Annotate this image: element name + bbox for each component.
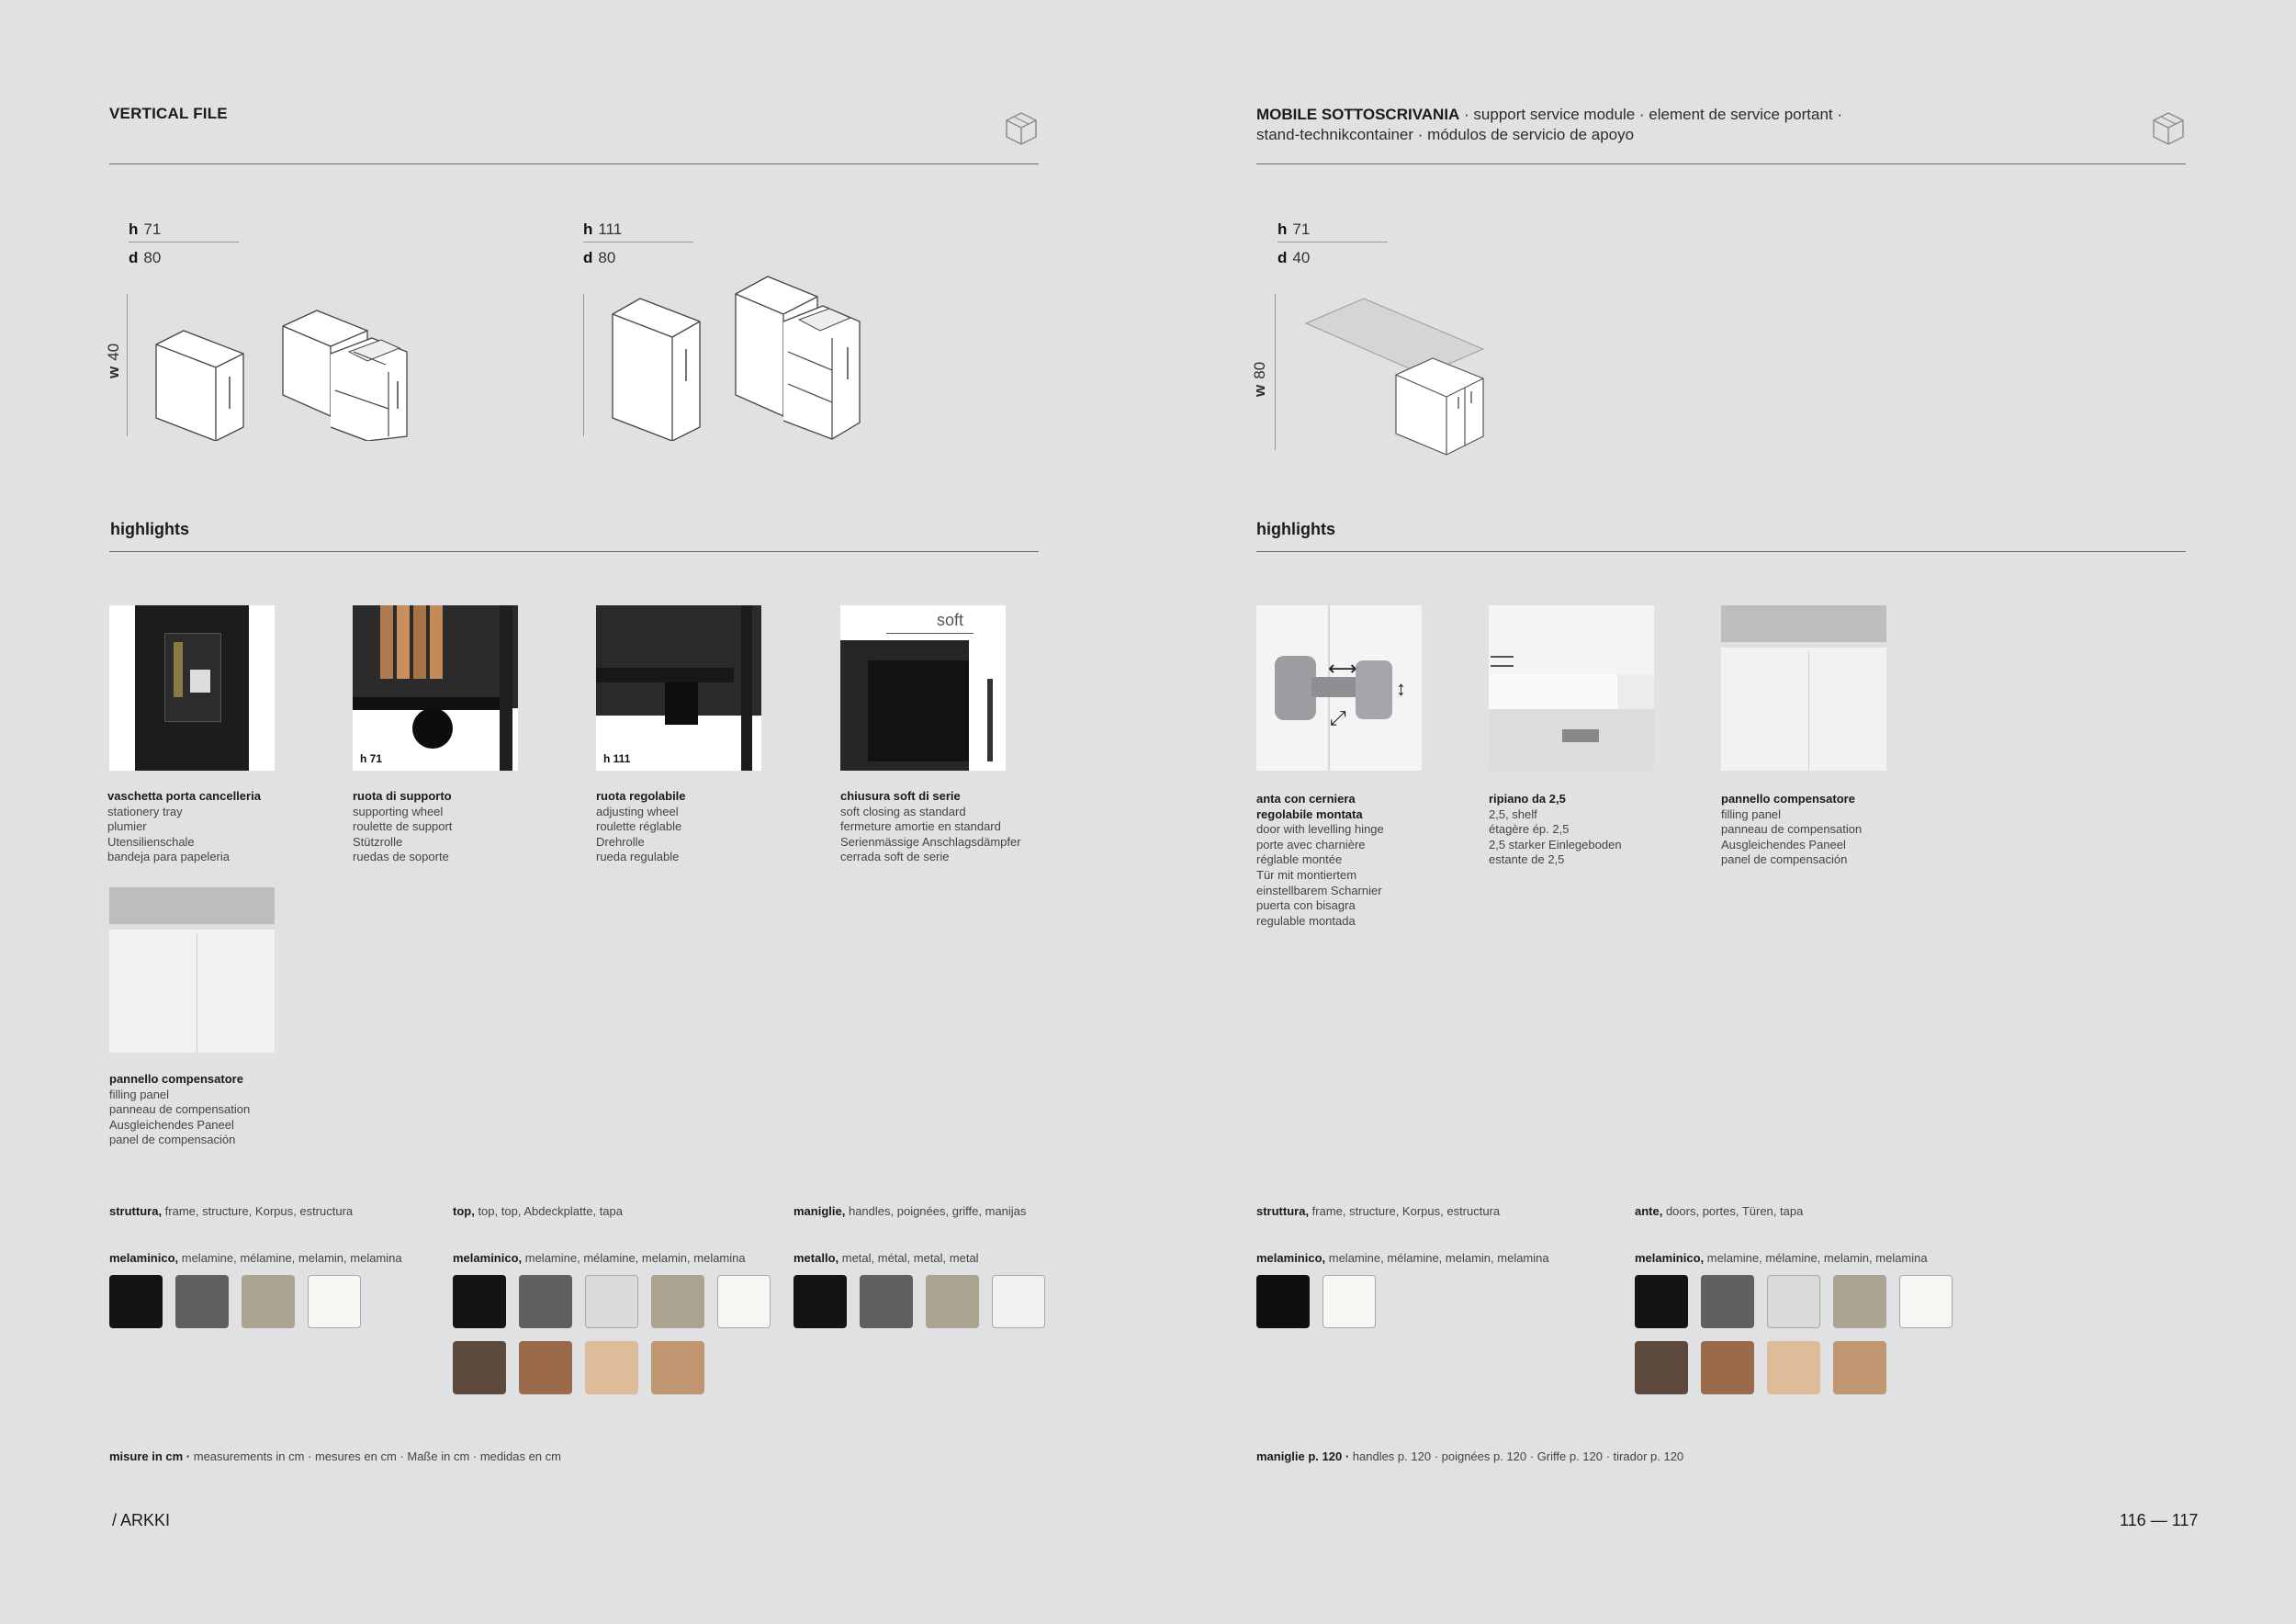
desk-service-drawing (1304, 294, 1488, 459)
color-swatch (109, 1275, 163, 1328)
material-subheading: melaminico, melamine, mélamine, melamin, melamina (1635, 1251, 1928, 1265)
material-subheading: melaminico, melamine, mélamine, melamin, melamina (109, 1251, 402, 1265)
left-dims-b-h: h 111 (583, 220, 623, 238)
color-swatch (585, 1275, 638, 1328)
cabinet-drawing-tall (608, 294, 709, 441)
material-heading-top: top, top, top, Abdeckplatte, tapa (453, 1204, 624, 1218)
right-width-line (1275, 294, 1276, 450)
highlight-image-soft-close (840, 605, 1006, 771)
material-subheading: melaminico, melamine, mélamine, melamin, melamina (453, 1251, 746, 1265)
left-width-line-a (127, 294, 128, 436)
left-page-title: VERTICAL FILE (109, 105, 228, 122)
handles-note: maniglie p. 120 · handles p. 120 · poignées p. 120 · Griffe p. 120 · tirador p. 120 (1256, 1449, 1684, 1463)
highlight-caption: vaschetta porta cancelleria stationery tray plumier Utensilienschale bandeja para papeleria (107, 789, 261, 864)
color-swatch (1322, 1275, 1376, 1328)
highlight-caption: pannello compensatore filling panel panneau de compensation Ausgleichendes Paneel panel de compensación (109, 1072, 251, 1147)
highlight-image-hinge: ⟷ ↕ ⤢ (1256, 605, 1422, 771)
cabinet-drawing-short (152, 326, 253, 441)
color-swatch (1635, 1341, 1688, 1394)
color-swatch (926, 1275, 979, 1328)
highlight-image-adjusting-wheel (596, 605, 761, 771)
color-swatch (1833, 1341, 1886, 1394)
measurements-note: misure in cm · measurements in cm · mesures en cm · Maße in cm · medidas en cm (109, 1449, 561, 1463)
highlight-caption: ruota regolabile adjusting wheel roulette réglable Drehrolle rueda regulable (596, 789, 686, 864)
highlight-image-filling-panel-right (1721, 605, 1886, 771)
left-width-label: w40 (105, 343, 122, 378)
color-swatch (519, 1341, 572, 1394)
color-swatch (992, 1275, 1045, 1328)
cube-icon (1003, 110, 1040, 147)
right-highlights-heading: highlights (1256, 520, 1335, 538)
material-heading-doors: ante, doors, portes, Türen, tapa (1635, 1204, 1804, 1218)
highlight-caption: ripiano da 2,5 2,5, shelf étagère ép. 2,5 2,5 starker Einlegeboden estante de 2,5 (1489, 792, 1622, 867)
material-heading-structure: struttura, frame, structure, Korpus, estructura (109, 1204, 354, 1218)
left-dims-b-d: d 80 (583, 249, 616, 266)
left-dims-a-h: h 71 (129, 220, 162, 238)
color-swatch (1767, 1275, 1820, 1328)
color-swatch (1899, 1275, 1953, 1328)
color-swatch (453, 1275, 506, 1328)
color-swatch (585, 1341, 638, 1394)
color-swatch (519, 1275, 572, 1328)
cube-icon (2150, 110, 2187, 147)
left-highlights-heading: highlights (110, 520, 189, 538)
brand-name: / ARKKI (112, 1511, 171, 1529)
highlight-image-filling-panel (109, 887, 275, 1053)
cabinet-drawing-short-open (280, 308, 413, 441)
highlight-image-label: h 71 (360, 752, 383, 765)
color-swatch (860, 1275, 913, 1328)
highlight-image-supporting-wheel (353, 605, 518, 771)
right-page-title: MOBILE SOTTOSCRIVANIA · support service module · element de service portant · stand-technikcontainer · módulos de servicio de apoyo (1256, 106, 1843, 143)
material-subheading: melaminico, melamine, mélamine, melamin, melamina (1256, 1251, 1549, 1265)
material-heading-handles: maniglie, handles, poignées, griffe, manijas (793, 1204, 1027, 1218)
color-swatch (308, 1275, 361, 1328)
highlight-image-stationery-tray (109, 605, 275, 771)
color-swatch (453, 1341, 506, 1394)
color-swatch (793, 1275, 847, 1328)
color-swatch (1701, 1275, 1754, 1328)
color-swatch (717, 1275, 771, 1328)
highlight-image-shelf (1489, 605, 1654, 771)
color-swatch (175, 1275, 229, 1328)
color-swatch (1767, 1341, 1820, 1394)
color-swatch (1256, 1275, 1310, 1328)
material-heading-structure: struttura, frame, structure, Korpus, estructura (1256, 1204, 1501, 1218)
page-numbers: 116 — 117 (2120, 1511, 2199, 1529)
color-swatch (242, 1275, 295, 1328)
color-swatch (1701, 1341, 1754, 1394)
highlight-caption: pannello compensatore filling panel panneau de compensation Ausgleichendes Paneel panel de compensación (1721, 792, 1863, 867)
color-swatch (1635, 1275, 1688, 1328)
color-swatch (651, 1275, 704, 1328)
material-subheading: metallo, metal, métal, metal, metal (793, 1251, 979, 1265)
color-swatch (651, 1341, 704, 1394)
right-dims-d: d 40 (1277, 249, 1311, 266)
right-width-label: w80 (1251, 361, 1268, 397)
cabinet-drawing-tall-open (733, 274, 863, 441)
highlight-caption: chiusura soft di serie soft closing as standard fermeture amortie en standard Serienmässige Anschlagsdämpfer cerrada soft de serie (840, 789, 1021, 864)
highlight-caption: ruota di supporto supporting wheel roulette de support Stützrolle ruedas de soporte (353, 789, 453, 864)
highlight-caption: anta con cerniera regolabile montata door with levelling hinge porte avec charnière réglable montée Tür mit montiertem einstellbarem Scharnier puerta con bisagra regulable montada (1256, 792, 1384, 928)
color-swatch (1833, 1275, 1886, 1328)
right-dims-h: h 71 (1277, 220, 1311, 238)
soft-label: soft (937, 611, 964, 629)
left-dims-a-d: d 80 (129, 249, 162, 266)
right-highlights-rule (1256, 551, 2186, 552)
left-highlights-rule (109, 551, 1039, 552)
left-width-line-b (583, 294, 584, 436)
highlight-image-label: h 111 (603, 752, 631, 765)
